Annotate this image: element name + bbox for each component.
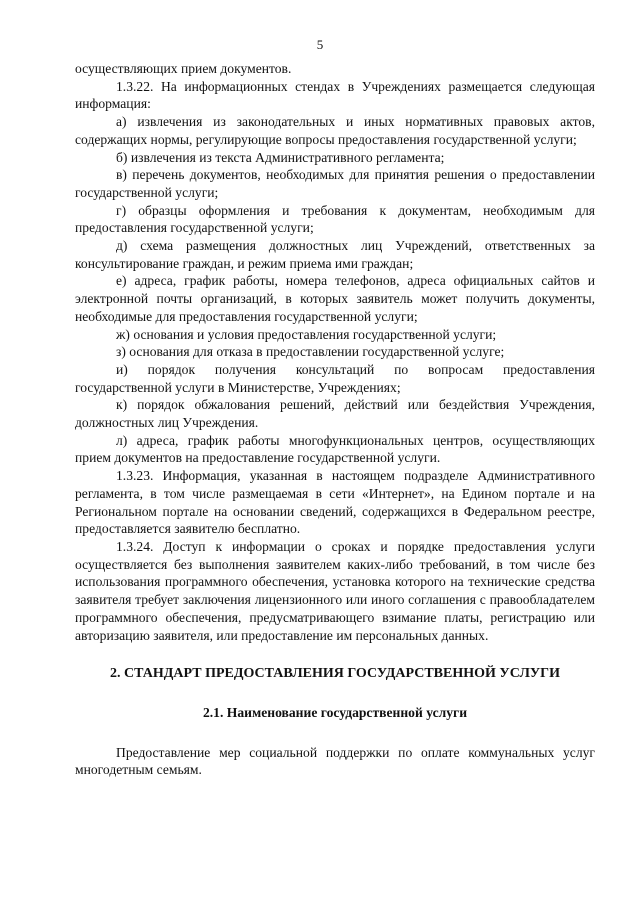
list-item-b: б) извлечения из текста Административного регламента; xyxy=(116,149,445,165)
paragraph-1-3-22: 1.3.22. На информационных стендах в Учреждениях размещается следующая информация: xyxy=(75,78,595,112)
paragraph-continuation: осуществляющих прием документов. xyxy=(75,61,292,76)
list-item-v: в) перечень документов, необходимых для принятия решения о предоставлении государственной услуги; xyxy=(75,167,595,200)
list-item-d: д) схема размещения должностных лиц Учреждений, ответственных за консультирование граждан, и режим приема ими граждан; xyxy=(75,238,595,271)
paragraph-1-3-23: 1.3.23. Информация, указанная в настоящем подразделе Административного регламента, в том числе размещаемая в сети «Интернет», на Едином портале и на Региональном портале на основании сведений, содержащихся в Федеральном реестре, предоставляется заявителю бесплатно. xyxy=(75,468,595,537)
paragraph-1-3-24: 1.3.24. Доступ к информации о сроках и порядке предоставления услуги осуществляется без выполнения заявителем каких-либо требований, в том числе без использования программного обеспечения, установка которого на технические средства заявителя требует заключения лицензионного или иного соглашения с правообладателем программного обеспечения, предусматривающего взимание платы, регистрацию или авторизацию заявителя, или предоставление им персональных данных. xyxy=(75,538,595,643)
service-name-paragraph: Предоставление мер социальной поддержки по оплате коммунальных услуг многодетным семьям. xyxy=(75,744,595,778)
list-item-zh: ж) основания и условия предоставления государственной услуги; xyxy=(116,326,497,342)
list-item-l: л) адреса, график работы многофункциональных центров, осуществляющих прием документов на предоставление государственной услуги. xyxy=(75,432,595,466)
section-heading: 2. СТАНДАРТ ПРЕДОСТАВЛЕНИЯ ГОСУДАРСТВЕННОЙ УСЛУГИ xyxy=(110,666,560,682)
list-item-e: е) адреса, график работы, номера телефонов, адреса официальных сайтов и электронной почты организаций, в которых заявитель может получить документы, необходимые для предоставления государственной услуги; xyxy=(75,273,595,324)
list-item-a: а) извлечения из законодательных и иных нормативных правовых актов, содержащих нормы, регулирующие вопросы предоставления государственной услуги; xyxy=(75,114,595,147)
subsection-heading: 2.1. Наименование государственной услуги xyxy=(202,704,468,720)
list-item-g: г) образцы оформления и требования к документам, необходимым для предоставления государственной услуги; xyxy=(75,202,595,236)
list-item-z: з) основания для отказа в предоставлении государственной услуге; xyxy=(116,344,505,360)
page-number: 5 xyxy=(316,37,324,52)
list-item-k: к) порядок обжалования решений, действий или бездействия Учреждения, должностных лиц Учреждения. xyxy=(75,397,595,431)
list-item-i: и) порядок получения консультаций по вопросам предоставления государственной услуги в Министерстве, Учреждениях; xyxy=(75,361,595,395)
page-content xyxy=(75,60,595,779)
